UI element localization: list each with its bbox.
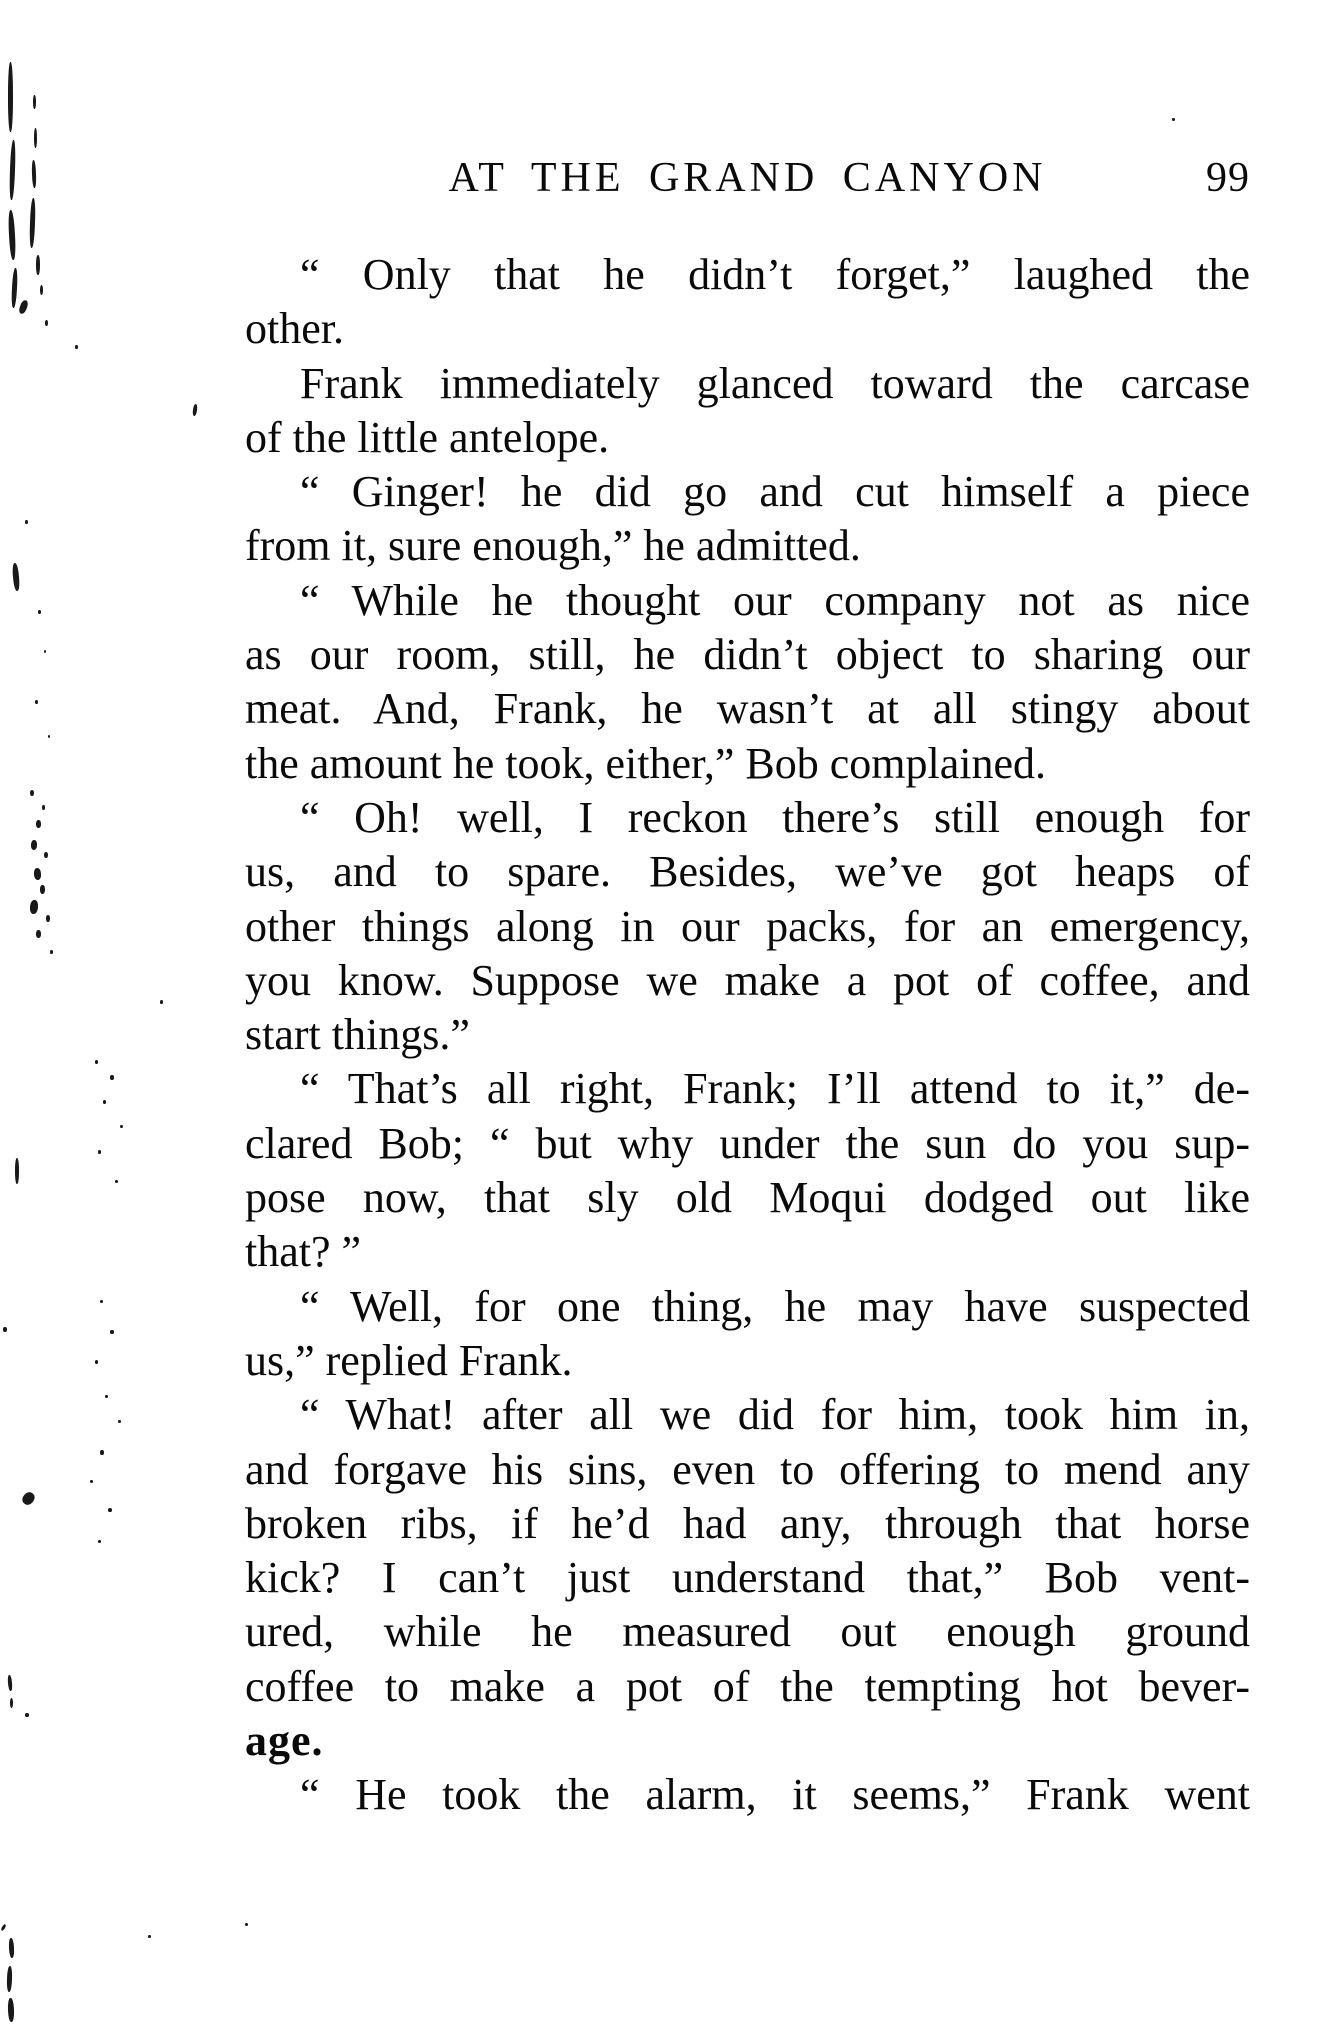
scan-speck (160, 1000, 163, 1004)
text-line: us, and to spare. Besides, we’ve got heaps of (245, 847, 1250, 897)
scan-speck (245, 1923, 248, 1926)
scan-speck (9, 140, 16, 200)
text-line: broken ribs, if he’d had any, through that horse (245, 1498, 1250, 1548)
text-line: pose now, that sly old Moqui dodged out like (245, 1173, 1250, 1223)
scan-speck (34, 128, 37, 148)
scan-speck (192, 404, 198, 416)
text-line: that? ” (245, 1227, 362, 1277)
scan-speck (36, 255, 40, 275)
scan-speck (8, 1998, 15, 2022)
text-line: meat. And, Frank, he wasn’t at all stingy about (245, 684, 1250, 734)
scan-speck (18, 299, 29, 315)
text-line: coffee to make a pot of the tempting hot bever- (245, 1661, 1250, 1711)
scan-speck (108, 1508, 112, 1512)
text-line: “ While he thought our company not as nice (300, 575, 1250, 625)
scan-speck (8, 1938, 14, 1958)
text-line: other. (245, 304, 344, 354)
scan-speck (29, 900, 38, 915)
scan-speck (95, 1360, 98, 1364)
text-line: you know. Suppose we make a pot of coffee, and (245, 955, 1250, 1005)
text-line: “ He took the alarm, it seems,” Frank went (300, 1770, 1250, 1820)
text-line: start things.” (245, 1010, 470, 1060)
text-line: “ That’s all right, Frank; I’ll attend to it,” de- (300, 1064, 1250, 1114)
scan-speck (7, 1675, 12, 1691)
text-line: other things along in our packs, for an emergency, (245, 901, 1250, 951)
scan-speck (105, 1395, 108, 1398)
text-line: us,” replied Frank. (245, 1335, 573, 1385)
body-text (245, 248, 1250, 1823)
text-line: as our room, still, he didn’t object to sharing our (245, 630, 1250, 680)
text-line: the amount he took, either,” Bob complained. (245, 738, 1047, 788)
text-line: “ Well, for one thing, he may have suspected (300, 1281, 1250, 1331)
text-line: “ Oh! well, I reckon there’s still enough for (300, 792, 1250, 842)
page-header (245, 156, 1250, 200)
scan-speck (32, 160, 37, 188)
text-line: “ Ginger! he did go and cut himself a piece (300, 467, 1250, 517)
scan-speck (8, 62, 13, 132)
scan-speck (118, 1420, 121, 1423)
scan-speck (36, 930, 41, 938)
scan-speck (98, 1150, 101, 1154)
scan-speck (100, 1450, 104, 1455)
text-line: “ What! after all we did for him, took him in, (300, 1390, 1250, 1440)
scan-speck (35, 700, 38, 704)
scan-speck (40, 885, 45, 894)
scan-speck (20, 1490, 37, 1507)
text-line: “ Only that he didn’t forget,” laughed the (300, 250, 1250, 299)
scan-speck (38, 610, 41, 614)
scan-speck (0, 1924, 6, 1932)
scan-speck (30, 790, 34, 796)
scan-speck (103, 1100, 106, 1104)
scan-speck (15, 1158, 19, 1184)
running-title: AT THE GRAND CANYON (448, 155, 1047, 201)
text-line: and forgave his sins, even to offering to mend any (245, 1444, 1250, 1494)
scan-speck (98, 1540, 101, 1543)
scan-speck (33, 95, 36, 109)
scan-speck (25, 520, 28, 524)
scan-speck (34, 868, 42, 880)
scan-speck (3, 1327, 7, 1332)
scan-speck (46, 915, 50, 922)
scan-speck (48, 735, 50, 738)
scan-speck (44, 650, 46, 653)
scan-speck (100, 1300, 103, 1303)
scan-speck (36, 820, 41, 828)
scan-speck (110, 1075, 114, 1080)
scan-speck (120, 1125, 123, 1128)
scan-speck (12, 563, 20, 591)
text-line: Frank immediately glanced toward the carcase (300, 358, 1250, 408)
scan-speck (115, 1180, 118, 1183)
scan-speck (31, 840, 38, 850)
page-number: 99 (1206, 155, 1250, 201)
scan-speck (45, 320, 48, 326)
scan-speck (7, 1966, 13, 1992)
text-line: ured, while he measured out enough ground (245, 1607, 1250, 1657)
text-line: clared Bob; “ but why under the sun do you sup- (245, 1118, 1250, 1168)
scan-speck (8, 210, 17, 260)
scan-speck (42, 805, 45, 810)
scan-speck (44, 852, 48, 858)
scan-speck (75, 345, 78, 349)
scan-speck (25, 1713, 29, 1717)
scan-speck (50, 950, 53, 954)
scan-speck (40, 285, 43, 295)
text-line: age. (245, 1716, 324, 1766)
text-line: from it, sure enough,” he admitted. (245, 521, 861, 571)
scan-speck (11, 268, 18, 308)
scan-speck (10, 1698, 13, 1708)
scan-speck (95, 1060, 98, 1064)
scan-speck (90, 1480, 93, 1483)
text-line: kick? I can’t just understand that,” Bob vent- (245, 1553, 1250, 1603)
scan-speck (29, 198, 36, 248)
scan-speck (110, 1330, 114, 1334)
text-line: of the little antelope. (245, 412, 610, 462)
scan-speck (148, 1935, 151, 1938)
scan-speck (1172, 118, 1175, 121)
